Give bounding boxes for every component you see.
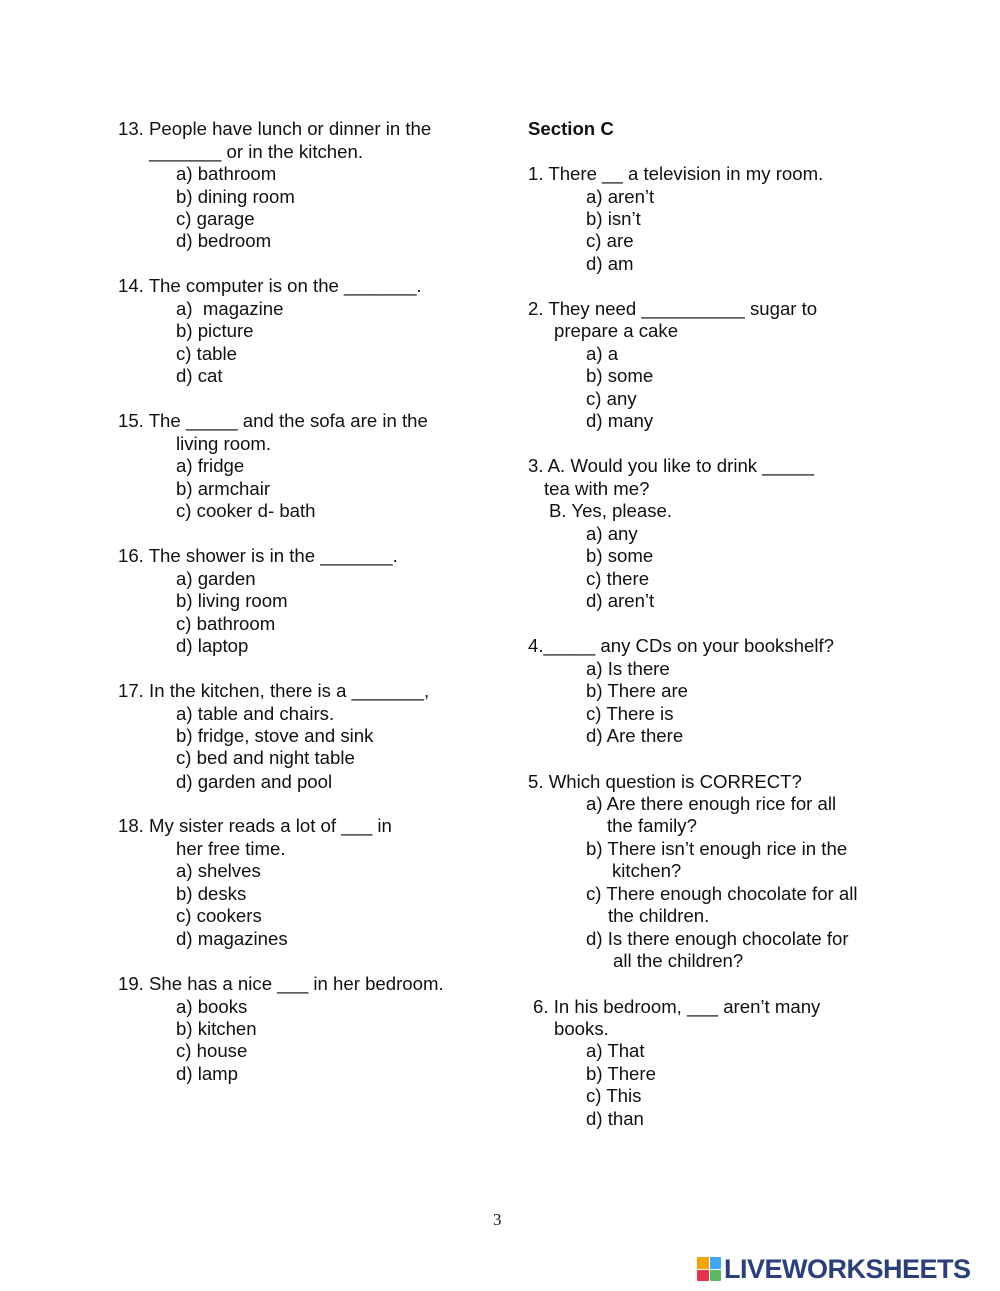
question-stem: 1. There __ a television in my room.: [528, 163, 824, 184]
option: b) armchair: [176, 478, 271, 499]
option: b) living room: [176, 590, 288, 611]
option: c) cookers: [176, 905, 262, 926]
page-number: 3: [493, 1210, 502, 1229]
logo-square: [710, 1257, 722, 1269]
option: c) bathroom: [176, 613, 276, 634]
logo-square: [697, 1257, 709, 1269]
option: b) There: [586, 1063, 656, 1084]
option: b) dining room: [176, 186, 295, 207]
option: d) laptop: [176, 635, 249, 656]
option: a) That: [586, 1040, 645, 1061]
option: c) are: [586, 230, 634, 251]
option: c) cooker d- bath: [176, 500, 316, 521]
option: c) any: [586, 388, 637, 409]
option: d) garden and pool: [176, 771, 333, 792]
question-stem: 6. In his bedroom, ___ aren’t many: [533, 996, 821, 1017]
option: c) house: [176, 1040, 248, 1061]
option: d) aren’t: [586, 590, 655, 611]
question-stem-cont: _______ or in the kitchen.: [149, 141, 363, 162]
question-stem: 14. The computer is on the _______.: [118, 275, 422, 296]
option: a) aren’t: [586, 186, 655, 207]
option: b) some: [586, 545, 654, 566]
logo-grid-icon: [697, 1257, 721, 1281]
option: b) There are: [586, 680, 688, 701]
option: a) table and chairs.: [176, 703, 335, 724]
option: d) than: [586, 1108, 644, 1129]
question-stem: 15. The _____ and the sofa are in the: [118, 410, 428, 431]
option: b) picture: [176, 320, 254, 341]
option: d) many: [586, 410, 654, 431]
option: a) shelves: [176, 860, 261, 881]
question-stem: 5. Which question is CORRECT?: [528, 771, 802, 792]
option: d) cat: [176, 365, 223, 386]
question-stem-cont: prepare a cake: [554, 320, 679, 341]
option: d) lamp: [176, 1063, 239, 1084]
question-stem: 18. My sister reads a lot of ___ in: [118, 815, 392, 836]
option: c) bed and night table: [176, 747, 355, 768]
question-stem-cont: B. Yes, please.: [549, 500, 673, 521]
question-stem-cont: books.: [554, 1018, 609, 1039]
option: d) am: [586, 253, 634, 274]
option: c) There is: [586, 703, 674, 724]
option: a) fridge: [176, 455, 245, 476]
option: b) fridge, stove and sink: [176, 725, 374, 746]
option: b) some: [586, 365, 654, 386]
question-stem-cont: her free time.: [176, 838, 286, 859]
option: d) Is there enough chocolate for: [586, 928, 849, 949]
option: a) any: [586, 523, 638, 544]
question-stem: 16. The shower is in the _______.: [118, 545, 398, 566]
logo-text: LIVEWORKSHEETS: [724, 1253, 971, 1284]
option: b) kitchen: [176, 1018, 257, 1039]
question-stem: 19. She has a nice ___ in her bedroom.: [118, 973, 444, 994]
option: a) bathroom: [176, 163, 277, 184]
option: b) There isn’t enough rice in the: [586, 838, 848, 859]
section-title: Section C: [528, 118, 614, 139]
option: b) isn’t: [586, 208, 641, 229]
option: a) magazine: [176, 298, 284, 319]
option: d) magazines: [176, 928, 288, 949]
question-stem: 3. A. Would you like to drink _____: [528, 455, 814, 476]
liveworksheets-logo: [697, 1253, 971, 1285]
option: a) garden: [176, 568, 256, 589]
option: c) garage: [176, 208, 255, 229]
question-stem: 17. In the kitchen, there is a _______,: [118, 680, 430, 701]
option: c) This: [586, 1085, 642, 1106]
option: a) Are there enough rice for all: [586, 793, 837, 814]
option: c) There enough chocolate for all: [586, 883, 858, 904]
logo-square: [710, 1270, 722, 1282]
question-stem: 4._____ any CDs on your bookshelf?: [528, 635, 834, 656]
option: d) Are there: [586, 725, 684, 746]
option-cont: the family?: [607, 815, 697, 836]
option: b) desks: [176, 883, 247, 904]
option: a) Is there: [586, 658, 670, 679]
option: d) bedroom: [176, 230, 272, 251]
question-stem-cont: tea with me?: [544, 478, 650, 499]
option: c) there: [586, 568, 650, 589]
option-cont: the children.: [608, 905, 710, 926]
question-stem-cont: living room.: [176, 433, 272, 454]
option: c) table: [176, 343, 237, 364]
option-cont: kitchen?: [612, 860, 682, 881]
question-stem: 2. They need __________ sugar to: [528, 298, 818, 319]
logo-square: [697, 1270, 709, 1282]
option: a) books: [176, 996, 248, 1017]
question-stem: 13. People have lunch or dinner in the: [118, 118, 432, 139]
option-cont: all the children?: [613, 950, 744, 971]
option: a) a: [586, 343, 619, 364]
